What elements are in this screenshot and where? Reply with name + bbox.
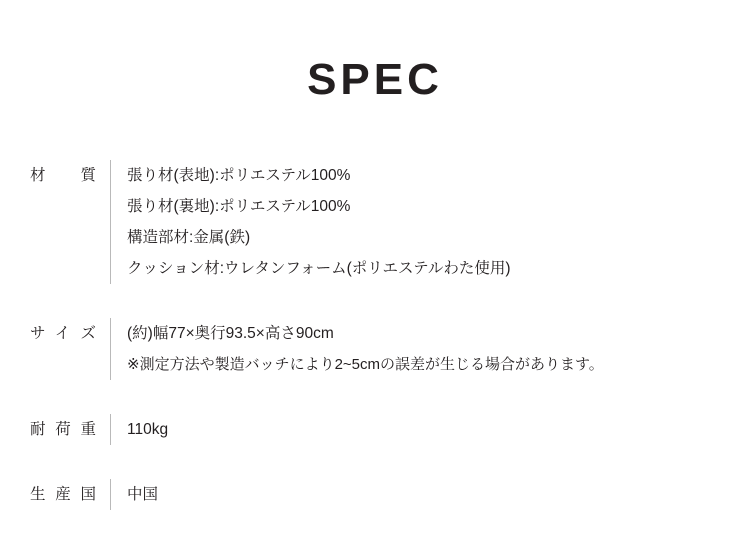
spec-value: 張り材(裏地):ポリエステル100% xyxy=(127,198,351,215)
spec-value-note: ※測定方法や製造バッチにより2~5cmの誤差が生じる場合があります。 xyxy=(127,356,604,373)
spec-values-load-capacity xyxy=(110,414,730,445)
spec-label-size: サイズ xyxy=(30,325,96,342)
spec-value: 110kg xyxy=(127,421,169,438)
table-row xyxy=(30,414,730,445)
spec-value: クッション材:ウレタンフォーム(ポリエステルわた使用) xyxy=(127,260,511,277)
spec-value: 構造部材:金属(鉄) xyxy=(127,229,251,246)
spec-value: 張り材(表地):ポリエステル100% xyxy=(127,167,351,184)
spec-values-size xyxy=(110,318,730,380)
spec-value: (約)幅77×奥行93.5×高さ90cm xyxy=(127,325,334,342)
table-row xyxy=(30,160,730,284)
table-row xyxy=(30,479,730,510)
spec-table xyxy=(30,160,730,510)
spec-label-load-capacity: 耐荷重 xyxy=(30,421,96,438)
spec-values-material xyxy=(110,160,730,284)
spec-values-country xyxy=(110,479,730,510)
spec-label-country: 生産国 xyxy=(30,486,96,503)
page-title: SPEC xyxy=(307,55,443,104)
spec-value: 中国 xyxy=(127,486,159,503)
spec-label-material: 材 質 xyxy=(30,167,96,184)
table-row xyxy=(30,318,730,380)
